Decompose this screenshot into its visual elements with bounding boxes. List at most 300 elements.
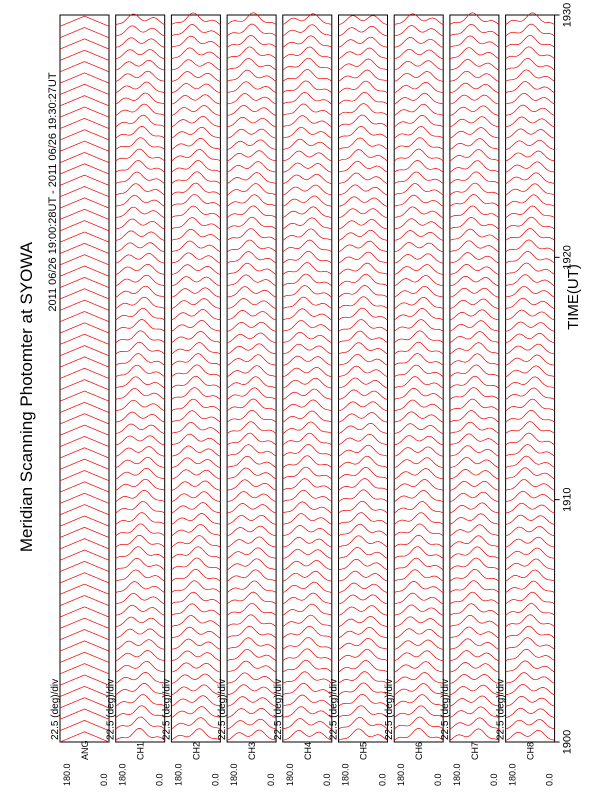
panel-ymax-label: 180.0 bbox=[451, 763, 462, 786]
trace-line bbox=[506, 720, 555, 729]
trace-line bbox=[450, 332, 499, 343]
trace-line bbox=[283, 525, 332, 535]
trace-line bbox=[450, 183, 499, 195]
trace-line bbox=[283, 309, 332, 320]
trace-line bbox=[450, 36, 499, 47]
panel-frame bbox=[116, 15, 165, 742]
trace-line bbox=[227, 263, 276, 274]
trace-line bbox=[339, 638, 388, 649]
trace-line bbox=[60, 471, 109, 481]
trace-line bbox=[283, 229, 332, 241]
trace-line bbox=[339, 378, 388, 388]
trace-line bbox=[227, 537, 276, 547]
trace-line bbox=[60, 277, 109, 287]
series-traces bbox=[506, 13, 555, 740]
trace-line bbox=[283, 514, 332, 525]
trace-line bbox=[227, 526, 276, 536]
trace-line bbox=[450, 106, 499, 116]
trace-line bbox=[227, 615, 276, 627]
trace-line bbox=[227, 47, 276, 59]
panel-ymin-label: 0.0 bbox=[377, 773, 388, 786]
trace-line bbox=[116, 605, 165, 615]
trace-line bbox=[506, 286, 555, 297]
panel-ymin-label: 0.0 bbox=[321, 773, 332, 786]
trace-line bbox=[394, 581, 443, 592]
trace-line bbox=[506, 162, 555, 172]
panel-scale-label: 22.5 (deg)/div bbox=[161, 678, 173, 740]
trace-line bbox=[339, 81, 388, 93]
trace-line bbox=[506, 537, 555, 547]
trace-line bbox=[450, 264, 499, 274]
x-tick-label: 1920 bbox=[561, 245, 574, 270]
trace-line bbox=[171, 411, 220, 422]
trace-line bbox=[116, 640, 165, 650]
trace-line bbox=[283, 207, 332, 218]
trace-line bbox=[227, 548, 276, 559]
trace-line bbox=[116, 558, 165, 570]
panel-channel-label: CH2 bbox=[191, 741, 202, 760]
trace-line bbox=[283, 151, 332, 161]
trace-line bbox=[283, 707, 332, 718]
trace-line bbox=[394, 490, 443, 501]
trace-line bbox=[339, 548, 388, 559]
trace-line bbox=[116, 479, 165, 490]
trace-line bbox=[339, 285, 388, 297]
panel-scale-label: 22.5 (deg)/div bbox=[384, 678, 396, 740]
trace-line bbox=[339, 729, 388, 740]
trace-line bbox=[394, 138, 443, 150]
series-traces bbox=[339, 16, 388, 741]
trace-line bbox=[339, 571, 388, 581]
trace-line bbox=[227, 504, 276, 514]
trace-line bbox=[171, 376, 220, 388]
trace-line bbox=[171, 229, 220, 240]
chart-title: Meridian Scanning Photomter at SYOWA bbox=[17, 241, 36, 553]
trace-line bbox=[171, 470, 220, 479]
panel-ch4 bbox=[273, 14, 332, 786]
trace-line bbox=[450, 514, 499, 525]
panel-scale-label: 22.5 (deg)/div bbox=[495, 678, 507, 740]
trace-line bbox=[394, 436, 443, 445]
trace-line bbox=[227, 94, 276, 105]
trace-line bbox=[283, 185, 332, 195]
trace-line bbox=[116, 490, 165, 501]
trace-line bbox=[171, 422, 220, 433]
trace-line bbox=[394, 254, 443, 263]
trace-line bbox=[283, 695, 332, 706]
trace-line bbox=[450, 639, 499, 650]
trace-line bbox=[506, 173, 555, 184]
trace-line bbox=[227, 366, 276, 377]
trace-line bbox=[339, 274, 388, 286]
trace-line bbox=[283, 582, 332, 592]
trace-line bbox=[171, 60, 220, 70]
trace-line bbox=[116, 547, 165, 559]
trace-line bbox=[339, 115, 388, 127]
trace-line bbox=[60, 425, 109, 435]
trace-line bbox=[116, 184, 165, 195]
trace-line bbox=[283, 344, 332, 354]
trace-line bbox=[339, 513, 388, 525]
trace-line bbox=[60, 561, 109, 571]
trace-line bbox=[394, 72, 443, 82]
trace-line bbox=[394, 640, 443, 649]
trace-line bbox=[116, 661, 165, 672]
trace-line bbox=[450, 481, 499, 490]
trace-line bbox=[60, 698, 109, 708]
trace-line bbox=[506, 684, 555, 694]
trace-line bbox=[450, 663, 499, 673]
trace-line bbox=[116, 320, 165, 332]
trace-line bbox=[339, 331, 388, 343]
trace-line bbox=[450, 376, 499, 388]
trace-line bbox=[171, 106, 220, 116]
panel-group bbox=[50, 13, 555, 786]
panel-ymax-label: 180.0 bbox=[117, 763, 128, 786]
panel-ymin-label: 0.0 bbox=[544, 773, 555, 786]
trace-line bbox=[171, 84, 220, 93]
trace-line bbox=[450, 150, 499, 161]
trace-line bbox=[506, 355, 555, 365]
trace-line bbox=[450, 707, 499, 718]
trace-line bbox=[283, 127, 332, 138]
trace-line bbox=[450, 729, 499, 740]
trace-line bbox=[506, 433, 555, 445]
trace-line bbox=[394, 342, 443, 354]
trace-line bbox=[227, 252, 276, 264]
trace-line bbox=[339, 37, 388, 47]
trace-line bbox=[450, 615, 499, 626]
trace-line bbox=[171, 503, 220, 514]
trace-line bbox=[283, 218, 332, 229]
trace-line bbox=[60, 448, 109, 458]
series-traces bbox=[394, 14, 443, 741]
trace-line bbox=[171, 458, 220, 468]
trace-line bbox=[450, 718, 499, 729]
trace-line bbox=[283, 615, 332, 627]
trace-line bbox=[450, 547, 499, 559]
trace-line bbox=[60, 493, 109, 503]
trace-line bbox=[116, 297, 165, 308]
trace-line bbox=[227, 275, 276, 286]
trace-line bbox=[394, 275, 443, 285]
trace-line bbox=[60, 221, 109, 231]
trace-line bbox=[283, 502, 332, 513]
trace-line bbox=[283, 389, 332, 399]
panel-ymin-label: 0.0 bbox=[266, 773, 277, 786]
trace-line bbox=[283, 196, 332, 206]
trace-line bbox=[227, 480, 276, 491]
trace-line bbox=[227, 344, 276, 354]
trace-line bbox=[394, 400, 443, 411]
trace-line bbox=[506, 129, 555, 138]
trace-line bbox=[394, 61, 443, 70]
trace-line bbox=[227, 117, 276, 127]
trace-line bbox=[506, 626, 555, 638]
trace-line bbox=[506, 559, 555, 570]
trace-line bbox=[60, 187, 109, 197]
trace-line bbox=[394, 93, 443, 104]
trace-line bbox=[506, 708, 555, 717]
trace-line bbox=[506, 140, 555, 149]
trace-line bbox=[227, 70, 276, 81]
trace-line bbox=[283, 47, 332, 59]
trace-line bbox=[171, 388, 220, 400]
panel-channel-label: CH5 bbox=[358, 741, 369, 760]
trace-line bbox=[339, 16, 388, 25]
trace-line bbox=[394, 286, 443, 297]
trace-line bbox=[171, 48, 220, 59]
trace-line bbox=[394, 570, 443, 582]
panel-ymax-label: 180.0 bbox=[340, 763, 351, 786]
trace-line bbox=[506, 229, 555, 241]
trace-line bbox=[450, 310, 499, 320]
trace-line bbox=[60, 334, 109, 344]
panel-ymin-label: 0.0 bbox=[99, 773, 109, 786]
trace-line bbox=[450, 321, 499, 332]
trace-line bbox=[171, 685, 220, 695]
trace-line bbox=[171, 592, 220, 604]
trace-line bbox=[394, 728, 443, 740]
trace-line bbox=[506, 82, 555, 93]
trace-line bbox=[116, 286, 165, 297]
trace-line bbox=[394, 605, 443, 615]
trace-line bbox=[171, 492, 220, 502]
trace-line bbox=[283, 240, 332, 252]
trace-line bbox=[394, 458, 443, 468]
trace-line bbox=[171, 253, 220, 263]
trace-line bbox=[506, 70, 555, 82]
trace-line bbox=[60, 618, 109, 628]
panel-ymax-label: 180.0 bbox=[507, 763, 518, 786]
trace-line bbox=[227, 581, 276, 593]
trace-line bbox=[450, 503, 499, 513]
trace-line bbox=[116, 377, 165, 388]
trace-line bbox=[60, 107, 109, 117]
trace-line bbox=[60, 516, 109, 526]
trace-line bbox=[171, 514, 220, 525]
trace-line bbox=[227, 217, 276, 229]
trace-line bbox=[283, 367, 332, 376]
trace-line bbox=[283, 549, 332, 558]
trace-line bbox=[283, 332, 332, 342]
trace-line bbox=[394, 479, 443, 490]
trace-line bbox=[283, 116, 332, 127]
trace-line bbox=[394, 104, 443, 115]
trace-line bbox=[506, 184, 555, 195]
trace-line bbox=[171, 195, 220, 207]
panel-channel-label: CH7 bbox=[469, 741, 480, 760]
x-axis-label: TIME(UT) bbox=[565, 264, 582, 330]
trace-line bbox=[394, 377, 443, 389]
trace-line bbox=[506, 592, 555, 604]
trace-line bbox=[394, 115, 443, 127]
trace-line bbox=[339, 343, 388, 354]
trace-line bbox=[227, 685, 276, 695]
trace-line bbox=[171, 72, 220, 82]
trace-line bbox=[339, 501, 388, 513]
trace-line bbox=[339, 413, 388, 423]
trace-line bbox=[116, 253, 165, 263]
trace-line bbox=[339, 402, 388, 411]
trace-line bbox=[450, 651, 499, 661]
trace-line bbox=[394, 695, 443, 707]
trace-line bbox=[227, 456, 276, 467]
trace-line bbox=[60, 664, 109, 674]
trace-line bbox=[171, 95, 220, 104]
panel-ch3 bbox=[217, 13, 276, 786]
trace-line bbox=[227, 719, 276, 729]
trace-line bbox=[283, 719, 332, 729]
trace-line bbox=[60, 482, 109, 492]
trace-line bbox=[60, 152, 109, 162]
trace-line bbox=[339, 559, 388, 570]
trace-line bbox=[171, 446, 220, 456]
trace-line bbox=[450, 581, 499, 593]
trace-line bbox=[339, 230, 388, 240]
trace-line bbox=[339, 241, 388, 252]
trace-line bbox=[394, 172, 443, 184]
trace-line bbox=[283, 422, 332, 434]
trace-line bbox=[339, 173, 388, 184]
trace-line bbox=[506, 388, 555, 400]
trace-line bbox=[394, 207, 443, 218]
trace-line bbox=[227, 559, 276, 570]
trace-line bbox=[283, 163, 332, 172]
trace-line bbox=[339, 524, 388, 536]
trace-line bbox=[339, 627, 388, 638]
trace-line bbox=[227, 229, 276, 241]
trace-line bbox=[171, 616, 220, 627]
trace-line bbox=[227, 603, 276, 615]
trace-line bbox=[506, 503, 555, 513]
trace-line bbox=[450, 411, 499, 423]
trace-line bbox=[506, 445, 555, 457]
trace-line bbox=[283, 36, 332, 48]
trace-line bbox=[116, 104, 165, 115]
trace-line bbox=[394, 37, 443, 47]
trace-line bbox=[227, 433, 276, 445]
trace-line bbox=[506, 570, 555, 581]
trace-line bbox=[339, 209, 388, 218]
trace-line bbox=[116, 651, 165, 661]
trace-line bbox=[116, 570, 165, 581]
trace-line bbox=[450, 399, 499, 411]
trace-line bbox=[116, 207, 165, 218]
trace-line bbox=[116, 582, 165, 593]
trace-line bbox=[394, 593, 443, 604]
trace-line bbox=[339, 694, 388, 706]
trace-line bbox=[283, 571, 332, 581]
trace-line bbox=[116, 275, 165, 286]
trace-line bbox=[227, 162, 276, 173]
trace-line bbox=[60, 505, 109, 515]
trace-line bbox=[227, 515, 276, 524]
trace-line bbox=[450, 48, 499, 59]
trace-line bbox=[506, 526, 555, 535]
trace-line bbox=[60, 62, 109, 72]
panel-frame bbox=[283, 15, 332, 742]
trace-line bbox=[60, 323, 109, 333]
trace-line bbox=[339, 672, 388, 684]
trace-line bbox=[116, 513, 165, 525]
trace-line bbox=[506, 515, 555, 524]
trace-line bbox=[283, 297, 332, 309]
trace-line bbox=[450, 128, 499, 139]
trace-line bbox=[227, 422, 276, 434]
trace-line bbox=[283, 139, 332, 149]
trace-line bbox=[506, 195, 555, 207]
trace-line bbox=[171, 277, 220, 286]
trace-line bbox=[283, 274, 332, 286]
trace-line bbox=[506, 673, 555, 684]
trace-line bbox=[60, 118, 109, 128]
panel-ymax-label: 180.0 bbox=[62, 763, 72, 786]
trace-line bbox=[60, 595, 109, 605]
trace-line bbox=[394, 26, 443, 36]
series-traces bbox=[227, 13, 276, 740]
trace-line bbox=[227, 310, 276, 320]
trace-line bbox=[283, 672, 332, 684]
trace-line bbox=[339, 649, 388, 660]
panel-channel-label: CH1 bbox=[135, 741, 146, 760]
trace-line bbox=[60, 607, 109, 617]
trace-line bbox=[60, 96, 109, 106]
trace-line bbox=[60, 380, 109, 390]
trace-line bbox=[60, 527, 109, 537]
trace-line bbox=[506, 275, 555, 286]
trace-line bbox=[227, 445, 276, 457]
trace-line bbox=[60, 641, 109, 651]
x-axis bbox=[555, 3, 574, 754]
trace-line bbox=[339, 479, 388, 491]
trace-line bbox=[60, 289, 109, 299]
trace-line bbox=[339, 706, 388, 718]
trace-line bbox=[171, 299, 220, 309]
trace-line bbox=[394, 447, 443, 456]
series-traces bbox=[60, 16, 109, 742]
trace-line bbox=[394, 617, 443, 627]
trace-line bbox=[394, 424, 443, 434]
trace-line bbox=[60, 50, 109, 60]
trace-line bbox=[450, 592, 499, 604]
trace-line bbox=[450, 83, 499, 93]
panel-ymin-label: 0.0 bbox=[154, 773, 165, 786]
trace-line bbox=[283, 251, 332, 263]
trace-line bbox=[171, 265, 220, 275]
trace-line bbox=[339, 616, 388, 626]
trace-line bbox=[171, 354, 220, 366]
trace-line bbox=[116, 264, 165, 274]
trace-line bbox=[171, 651, 220, 661]
trace-line bbox=[394, 49, 443, 58]
trace-line bbox=[60, 652, 109, 662]
chart-subtitle: 2011 06/26 19:00:28UT - 2011 06/26 19:30:27UT bbox=[47, 72, 59, 312]
trace-line bbox=[116, 400, 165, 411]
trace-line bbox=[450, 206, 499, 218]
trace-line bbox=[227, 492, 276, 502]
series-traces bbox=[283, 14, 332, 741]
trace-line bbox=[283, 593, 332, 604]
trace-line bbox=[394, 297, 443, 308]
trace-line bbox=[283, 321, 332, 332]
trace-line bbox=[60, 539, 109, 549]
trace-line bbox=[506, 344, 555, 354]
trace-line bbox=[60, 414, 109, 424]
trace-line bbox=[60, 402, 109, 412]
trace-line bbox=[450, 446, 499, 457]
trace-line bbox=[116, 424, 165, 434]
